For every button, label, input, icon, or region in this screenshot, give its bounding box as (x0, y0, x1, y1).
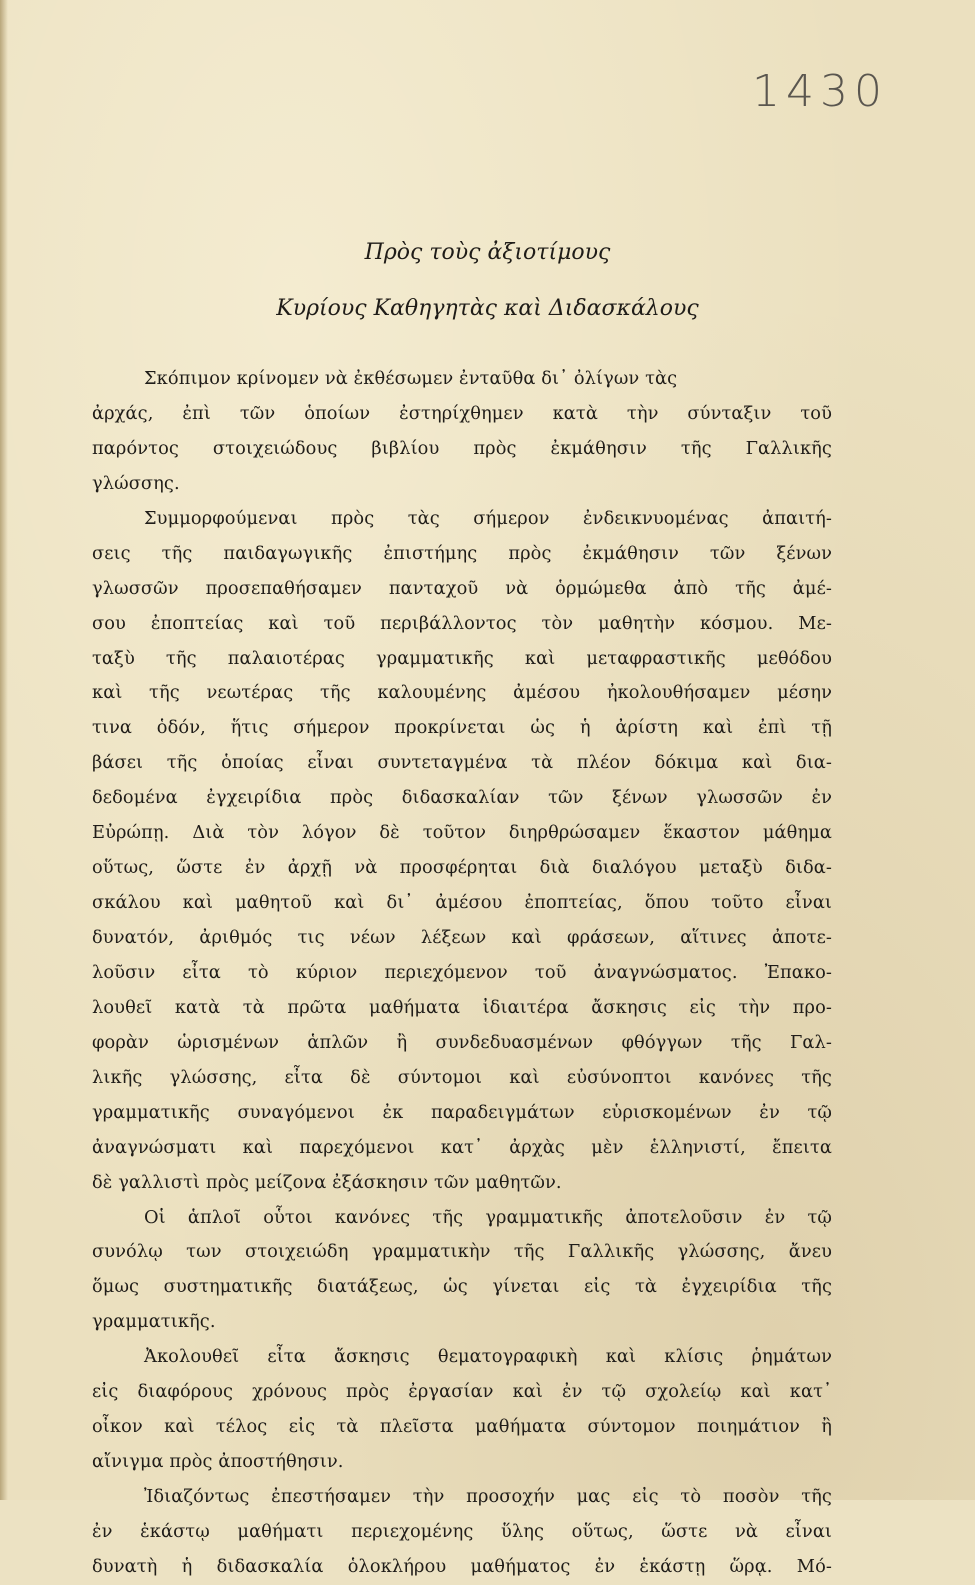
text-line: δυνατόν, ἀριθμός τις νέων λέξεων καὶ φράσεων, αἵτινες ἀποτε- (92, 927, 832, 948)
text-line: τινα ὁδόν, ἥτις σήμερον προκρίνεται ὡς ἡ ἀρίστη καὶ ἐπὶ τῇ (92, 717, 832, 739)
text-line: ταξὺ τῆς παλαιοτέρας γραμματικῆς καὶ μεταφραστικῆς μεθόδου (92, 647, 832, 669)
text-line: παρόντος στοιχειώδους βιβλίου πρὸς ἐκμάθησιν τῆς Γαλλικῆς (92, 437, 832, 459)
text-line: καὶ τῆς νεωτέρας τῆς καλουμένης ἀμέσου ἠκολουθήσαμεν μέσην (92, 682, 832, 704)
text-line: δυνατὴ ἡ διδασκαλία ὁλοκλήρου μαθήματος ἐν ἑκάστῃ ὥρᾳ. Μό- (92, 1555, 832, 1577)
text-line: ἐν ἑκάστῳ μαθήματι περιεχομένης ὕλης οὕτως, ὥστε νὰ εἶναι (92, 1520, 832, 1542)
body-text (92, 362, 832, 1585)
text-line: ἀναγνώσματι καὶ παρεχόμενοι κατ᾽ ἀρχὰς μὲν ἑλληνιστί, ἔπειτα (92, 1136, 832, 1158)
text-line: λοῦσιν εἶτα τὸ κύριον περιεχόμενον τοῦ ἀναγνώσματος. Ἐπακο- (92, 961, 832, 983)
text-line: Οἱ ἁπλοῖ οὗτοι κανόνες τῆς γραμματικῆς ἀποτελοῦσιν ἐν τῷ (144, 1206, 832, 1228)
text-line: ἀρχάς, ἐπὶ τῶν ὁποίων ἐστηρίχθημεν κατὰ τὴν σύνταξιν τοῦ (92, 402, 832, 424)
text-line: Ἀκολουθεῖ εἶτα ἄσκησις θεματογραφικὴ καὶ κλίσις ῥημάτων (144, 1346, 832, 1368)
text-line: λουθεῖ κατὰ τὰ πρῶτα μαθήματα ἰδιαιτέρα ἄσκησις εἰς τὴν προ- (92, 996, 832, 1018)
text-line: αἴνιγμα πρὸς ἀποστήθησιν. (92, 1451, 344, 1473)
text-line: σεις τῆς παιδαγωγικῆς ἐπιστήμης πρὸς ἐκμάθησιν τῶν ξένων (92, 542, 832, 564)
address-line-2: Κυρίους Καθηγητὰς καὶ Διδασκάλους (276, 296, 699, 321)
text-line: Εὐρώπῃ. Διὰ τὸν λόγον δὲ τοῦτον διηρθρώσαμεν ἕκαστον μάθημα (92, 822, 832, 844)
text-line: δεδομένα ἐγχειρίδια πρὸς διδασκαλίαν τῶν ξένων γλωσσῶν ἐν (92, 787, 832, 809)
text-line: Συμμορφούμεναι πρὸς τὰς σήμερον ἐνδεικνυομένας ἀπαιτή- (144, 507, 832, 529)
text-line: γλώσσης. (92, 472, 180, 494)
text-line: εἰς διαφόρους χρόνους πρὸς ἐργασίαν καὶ ἐν τῷ σχολείῳ καὶ κατ᾽ (92, 1381, 832, 1403)
text-line: γλωσσῶν προσεπαθήσαμεν πανταχοῦ νὰ ὁρμώμεθα ἀπὸ τῆς ἀμέ- (92, 577, 832, 599)
text-line: γραμματικῆς συναγόμενοι ἐκ παραδειγμάτων εὑρισκομένων ἐν τῷ (92, 1101, 832, 1123)
text-line: γραμματικῆς. (92, 1311, 216, 1333)
address-line-1: Πρὸς τοὺς ἀξιοτίμους (364, 240, 611, 265)
text-line: δὲ γαλλιστὶ πρὸς μείζονα ἐξάσκησιν τῶν μαθητῶν. (92, 1171, 562, 1193)
text-line: ὅμως συστηματικῆς διατάξεως, ὡς γίνεται εἰς τὰ ἐγχειρίδια τῆς (92, 1276, 832, 1298)
page-edge-shadow (0, 0, 8, 1500)
text-line: βάσει τῆς ὁποίας εἶναι συντεταγμένα τὰ πλέον δόκιμα καὶ δια- (92, 752, 832, 774)
text-line: λικῆς γλώσσης, εἶτα δὲ σύντομοι καὶ εὐσύνοπτοι κανόνες τῆς (92, 1066, 832, 1088)
text-line: οὕτως, ὥστε ἐν ἀρχῇ νὰ προσφέρηται διὰ διαλόγου μεταξὺ διδα- (92, 857, 832, 879)
text-line: σκάλου καὶ μαθητοῦ καὶ δι᾽ ἀμέσου ἐποπτείας, ὅπου τοῦτο εἶναι (92, 892, 832, 914)
text-line: Σκόπιμον κρίνομεν νὰ ἐκθέσωμεν ἐνταῦθα δι᾽ ὀλίγων τὰς (144, 368, 678, 389)
text-line: οἶκον καὶ τέλος εἰς τὰ πλεῖστα μαθήματα σύντομον ποιημάτιον ἢ (92, 1416, 832, 1438)
text-line: συνόλῳ των στοιχειώδη γραμματικὴν τῆς Γαλλικῆς γλώσσης, ἄνευ (92, 1241, 832, 1263)
page-number: 1430 (752, 66, 888, 117)
text-line: σου ἐποπτείας καὶ τοῦ περιβάλλοντος τὸν μαθητὴν κόσμου. Με- (92, 612, 832, 634)
text-line: Ἰδιαζόντως ἐπεστήσαμεν τὴν προσοχήν μας εἰς τὸ ποσὸν τῆς (144, 1486, 832, 1507)
text-line: φορὰν ὡρισμένων ἁπλῶν ἢ συνδεδυασμένων φθόγγων τῆς Γαλ- (92, 1031, 832, 1053)
